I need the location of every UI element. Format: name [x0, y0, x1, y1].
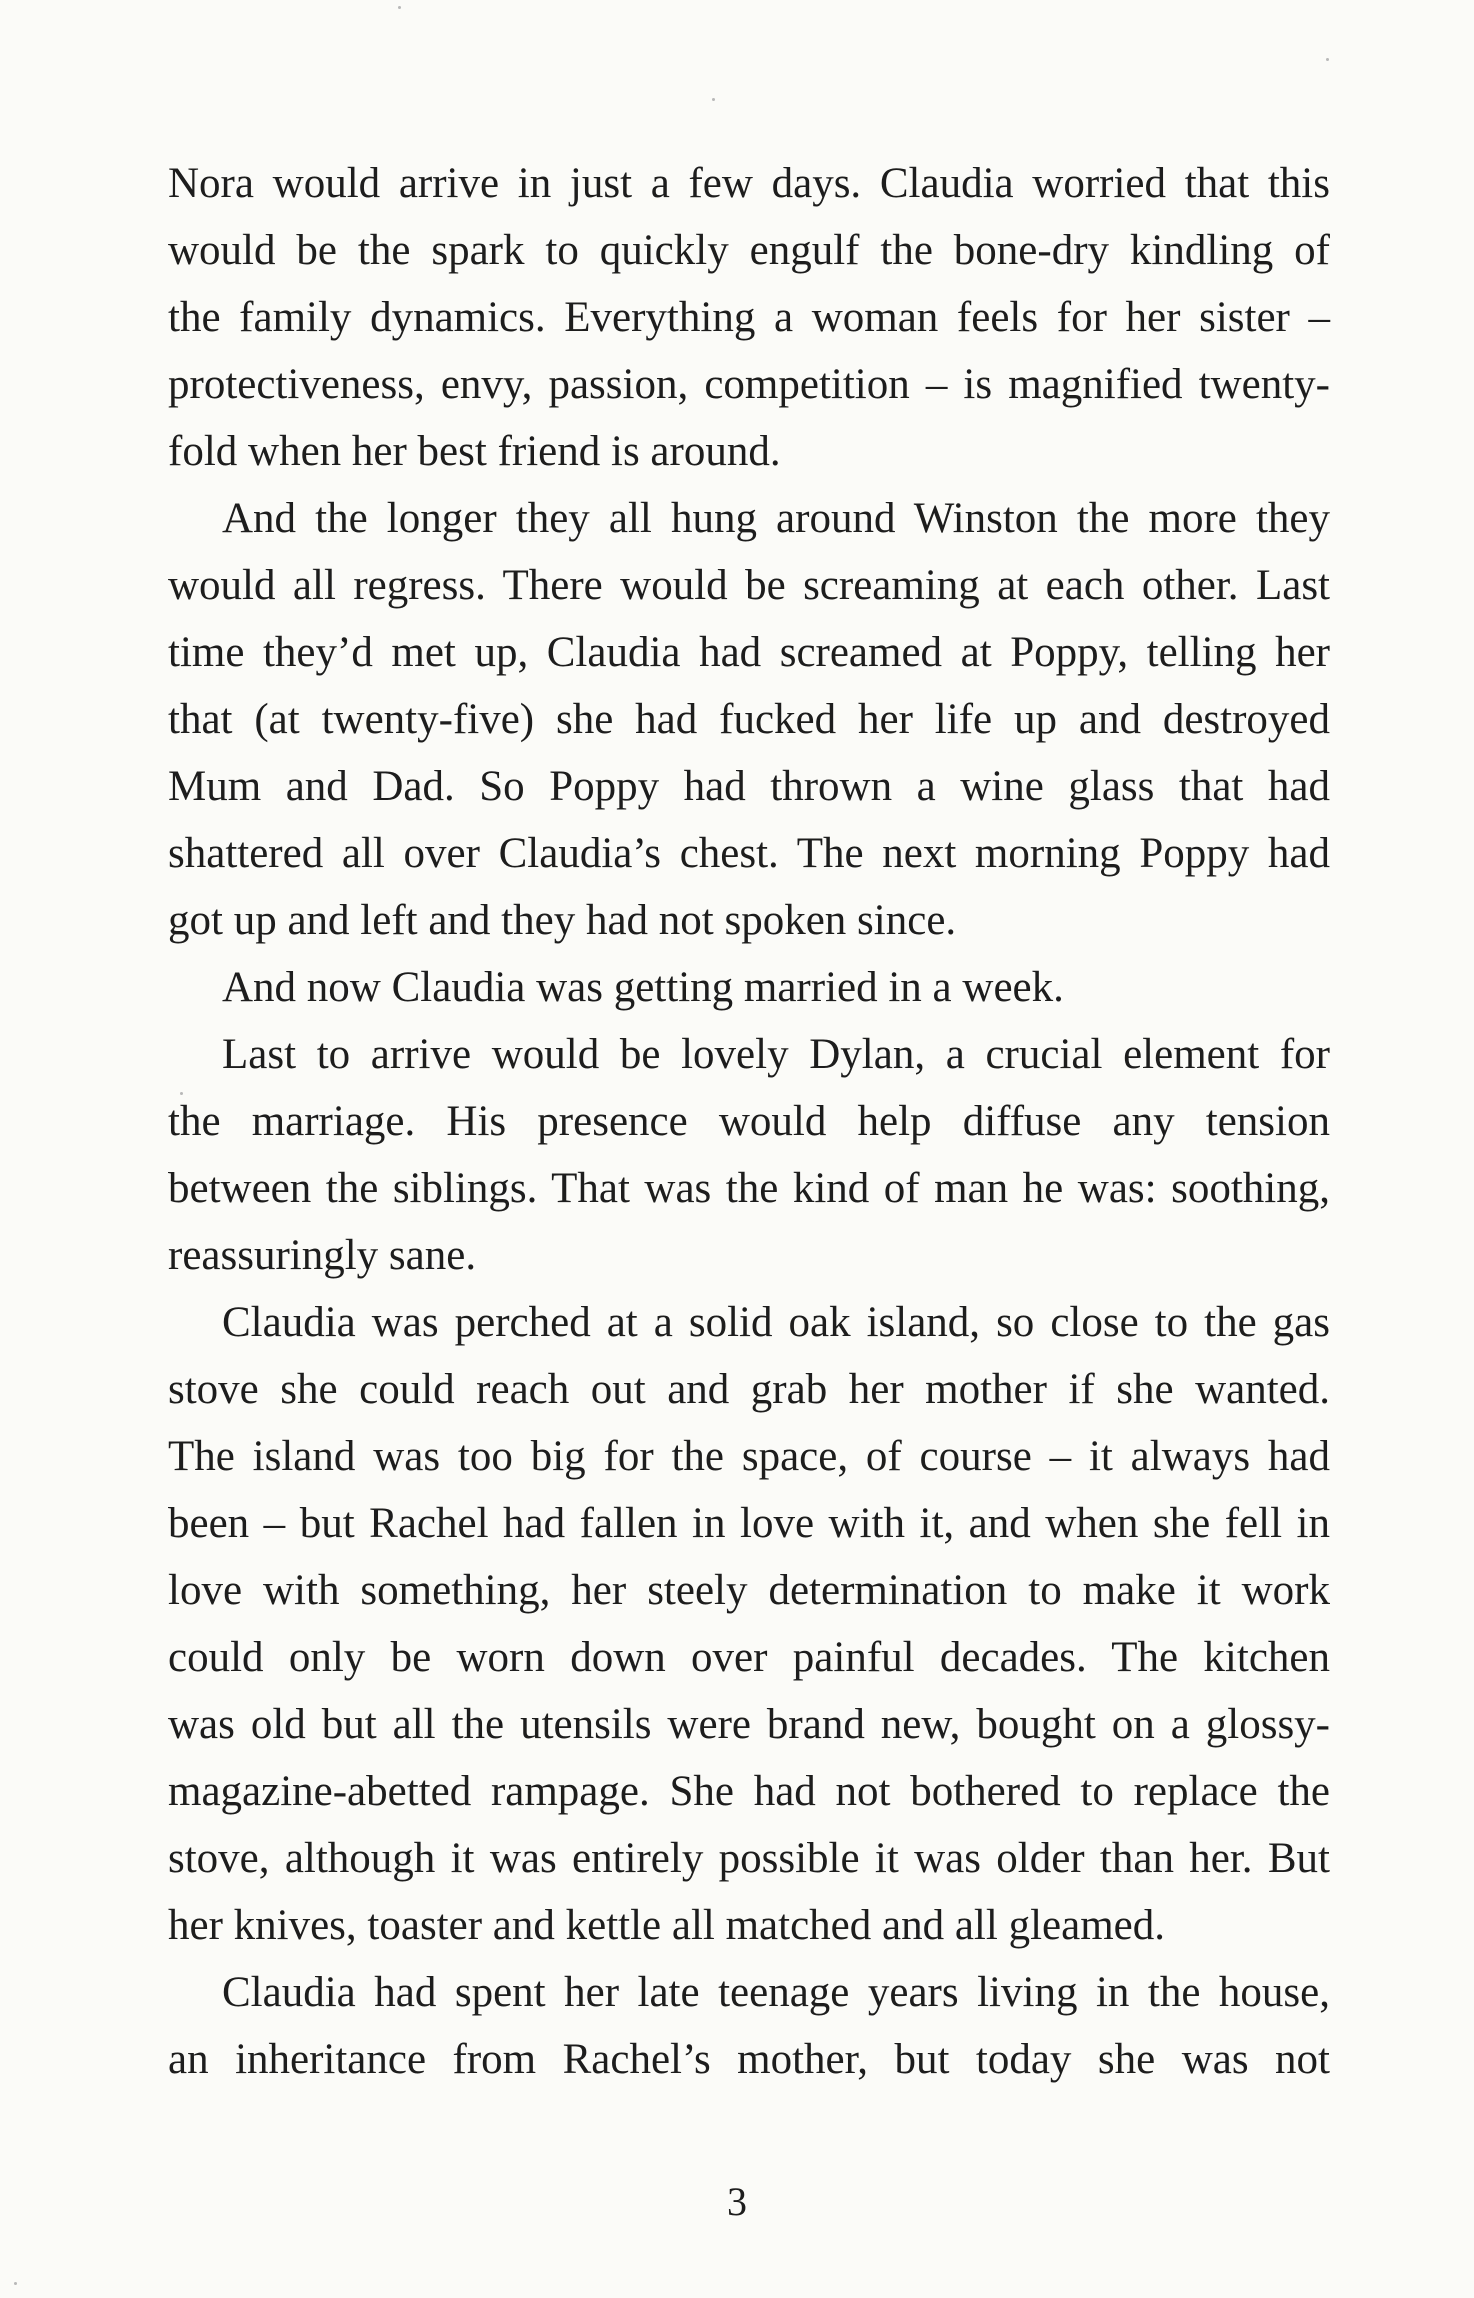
- text-line: time they’d met up, Claudia had screamed at Poppy, telling her: [168, 629, 1330, 676]
- text-line: the marriage. His presence would help diffuse any tension: [168, 1098, 1330, 1145]
- page-number: 3: [727, 2179, 747, 2224]
- text-line: stove, although it was entirely possible it was older than her. But: [168, 1835, 1330, 1882]
- paper-speck: [712, 98, 715, 101]
- paper-speck: [180, 1092, 183, 1095]
- text-line: that (at twenty-five) she had fucked her life up and destroyed: [168, 696, 1330, 743]
- text-line: stove she could reach out and grab her mother if she wanted.: [168, 1366, 1330, 1413]
- text-line: magazine-abetted rampage. She had not bothered to replace the: [168, 1768, 1330, 1815]
- text-line: the family dynamics. Everything a woman feels for her sister –: [168, 294, 1330, 341]
- text-line: reassuringly sane.: [168, 1232, 477, 1279]
- text-line: Claudia had spent her late teenage years living in the house,: [222, 1969, 1330, 2016]
- paper-speck: [1326, 58, 1329, 61]
- text-line: could only be worn down over painful decades. The kitchen: [168, 1634, 1330, 1681]
- text-line: would all regress. There would be screaming at each other. Last: [168, 562, 1330, 609]
- text-line: her knives, toaster and kettle all matched and all gleamed.: [168, 1902, 1165, 1949]
- body-text: [168, 150, 1330, 2093]
- text-line: Claudia was perched at a solid oak island, so close to the gas: [222, 1299, 1330, 1346]
- paper-speck: [14, 2282, 17, 2285]
- text-line: protectiveness, envy, passion, competition – is magnified twenty-: [168, 361, 1330, 408]
- text-line: Mum and Dad. So Poppy had thrown a wine glass that had: [168, 763, 1330, 810]
- text-line: shattered all over Claudia’s chest. The next morning Poppy had: [168, 830, 1330, 877]
- text-line: And the longer they all hung around Winston the more they: [222, 495, 1330, 542]
- text-line: an inheritance from Rachel’s mother, but today she was not: [168, 2036, 1330, 2083]
- text-line: would be the spark to quickly engulf the bone-dry kindling of: [168, 227, 1330, 274]
- text-line: The island was too big for the space, of course – it always had: [168, 1433, 1330, 1480]
- text-line: been – but Rachel had fallen in love with it, and when she fell in: [168, 1500, 1330, 1547]
- text-line: Last to arrive would be lovely Dylan, a crucial element for: [222, 1031, 1330, 1078]
- text-line: was old but all the utensils were brand new, bought on a glossy-: [168, 1701, 1330, 1748]
- text-line: love with something, her steely determination to make it work: [168, 1567, 1330, 1614]
- text-line: fold when her best friend is around.: [168, 428, 781, 475]
- text-line: And now Claudia was getting married in a week.: [222, 964, 1064, 1011]
- text-line: got up and left and they had not spoken since.: [168, 897, 957, 944]
- paper-speck: [398, 6, 401, 9]
- text-line: between the siblings. That was the kind of man he was: soothing,: [168, 1165, 1330, 1212]
- text-line: Nora would arrive in just a few days. Claudia worried that this: [168, 160, 1330, 207]
